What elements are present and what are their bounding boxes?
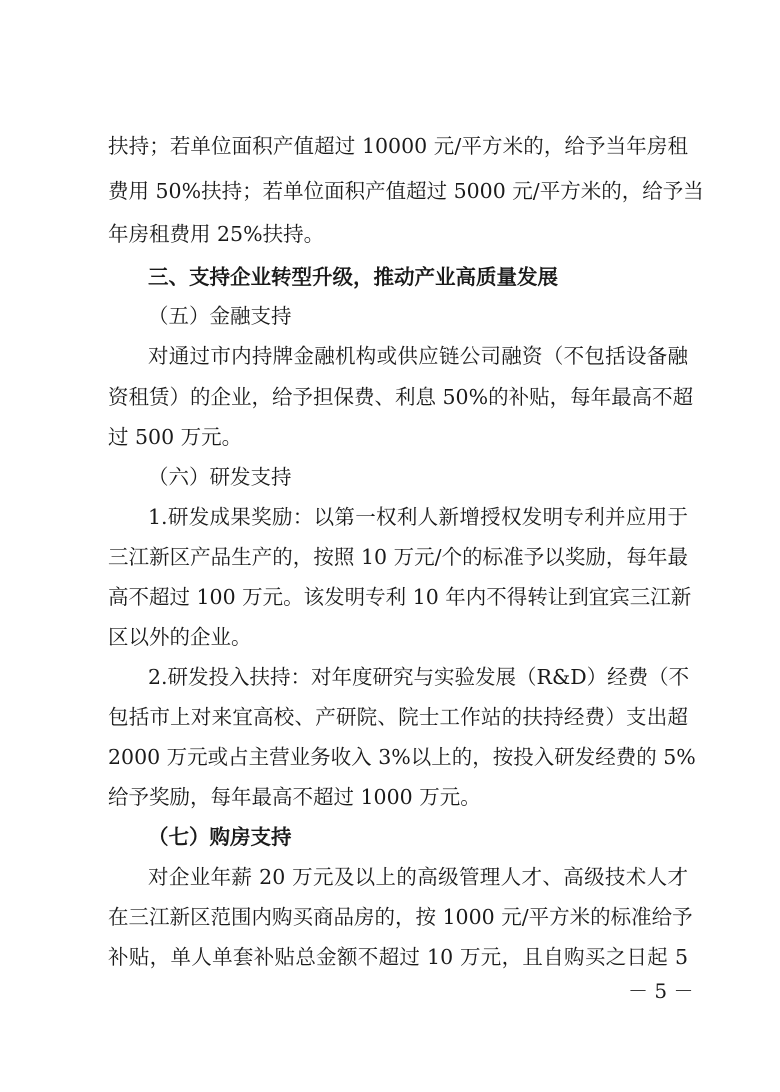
- paragraph-line: 1.研发成果奖励：以第一权利人新增授权发明专利并应用于: [148, 505, 688, 529]
- paragraph-line: 扶持；若单位面积产值超过 10000 元/平方米的，给予当年房租: [108, 134, 688, 158]
- page-number: － 5 －: [628, 979, 694, 1003]
- subsection-heading-housing: （七）购房支持: [148, 825, 292, 849]
- paragraph-line: 2.研发投入扶持：对年度研究与实验发展（R&D）经费（不: [148, 665, 690, 689]
- paragraph-line: 对通过市内持牌金融机构或供应链公司融资（不包括设备融: [148, 344, 688, 368]
- paragraph-line: 费用 50%扶持；若单位面积产值超过 5000 元/平方米的，给予当: [108, 179, 704, 203]
- paragraph-line: 资租赁）的企业，给予担保费、利息 50%的补贴，每年最高不超: [108, 385, 694, 409]
- paragraph-line: 年房租费用 25%扶持。: [108, 222, 325, 246]
- section-heading: 三、支持企业转型升级，推动产业高质量发展: [148, 265, 558, 289]
- paragraph-line: 2000 万元或占主营业务收入 3%以上的，按投入研发经费的 5%: [108, 745, 696, 769]
- paragraph-line: 对企业年薪 20 万元及以上的高级管理人才、高级技术人才: [148, 865, 688, 889]
- paragraph-line: 三江新区产品生产的，按照 10 万元/个的标准予以奖励，每年最: [108, 545, 688, 569]
- paragraph-line: 过 500 万元。: [108, 425, 243, 449]
- subsection-heading-rd: （六）研发支持: [148, 465, 292, 489]
- paragraph-line: 区以外的企业。: [108, 625, 252, 649]
- paragraph-line: 给予奖励，每年最高不超过 1000 万元。: [108, 785, 481, 809]
- paragraph-line: 包括市上对来宜高校、产研院、院士工作站的扶持经费）支出超: [108, 705, 688, 729]
- paragraph-line: 在三江新区范围内购买商品房的，按 1000 元/平方米的标准给予: [108, 905, 693, 929]
- subsection-heading-finance: （五）金融支持: [148, 304, 292, 328]
- paragraph-line: 补贴，单人单套补贴总金额不超过 10 万元，且自购买之日起 5: [108, 945, 688, 969]
- paragraph-line: 高不超过 100 万元。该发明专利 10 年内不得转让到宜宾三江新: [108, 585, 692, 609]
